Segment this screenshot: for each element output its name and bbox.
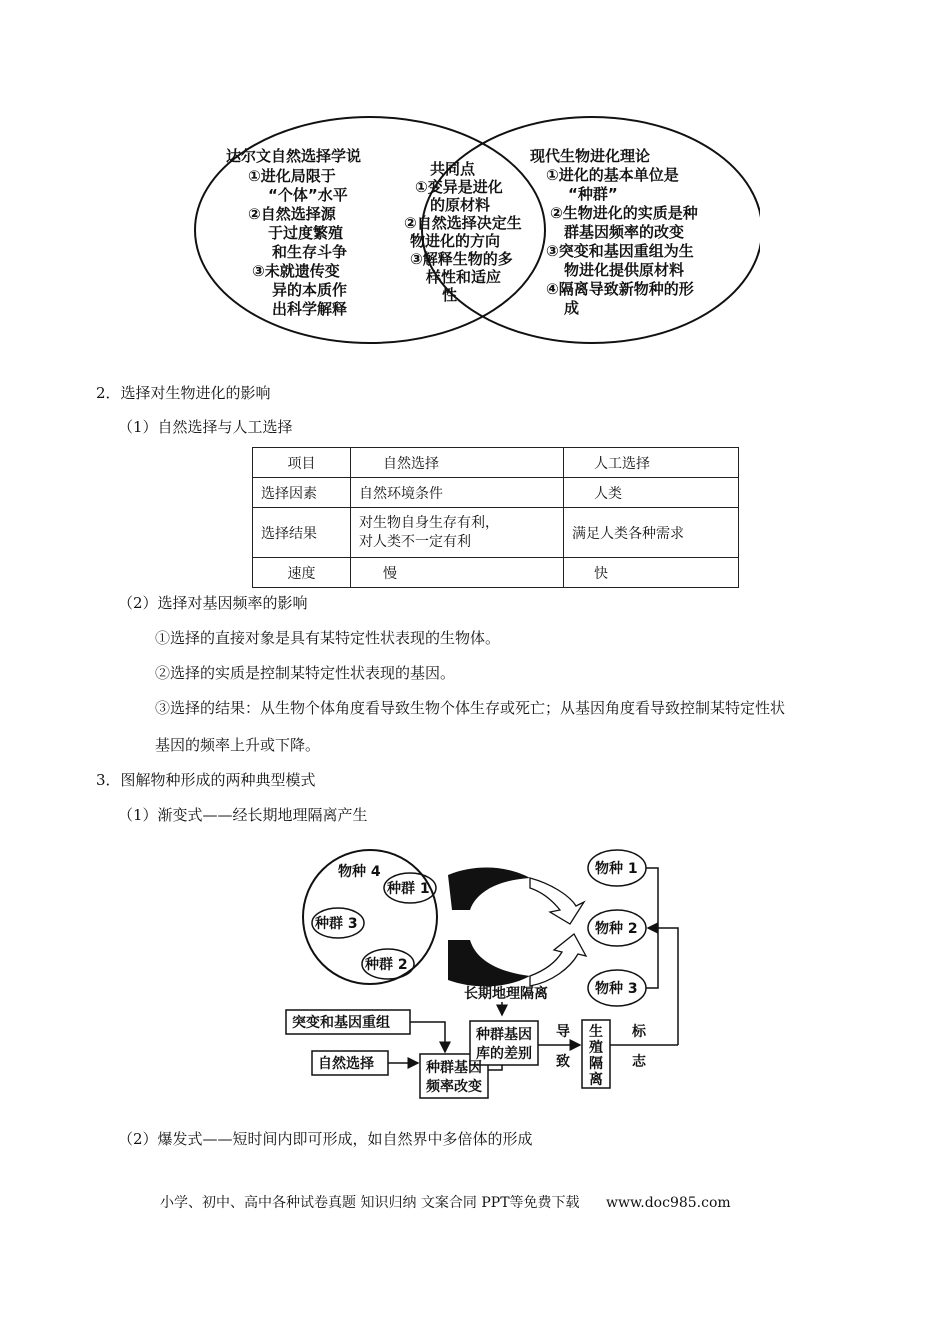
table-row <box>253 508 739 558</box>
table-cell <box>351 508 564 558</box>
subsection-heading: （2）爆发式——短时间内即可形成，如自然界中多倍体的形成 <box>118 1130 533 1148</box>
venn-right-line: ①进化的基本单位是 <box>546 166 679 184</box>
table-cell: 快 <box>564 558 739 588</box>
section-heading: 2．选择对生物进化的影响 <box>96 384 271 402</box>
subsection-heading: （2）选择对基因频率的影响 <box>118 594 308 612</box>
pool-label: 库的差别 <box>476 1046 532 1062</box>
venn-center-line: 性 <box>442 286 458 304</box>
venn-right-title: 现代生物进化理论 <box>530 147 651 165</box>
subsection-heading: （1）渐变式——经长期地理隔离产生 <box>118 806 368 824</box>
repro-label: 殖 <box>589 1040 603 1056</box>
point-item: ③选择的结果：从生物个体角度看导致生物个体生存或死亡；从基因角度看导致控制某特定性状 <box>155 699 786 717</box>
table-cell: 自然选择 <box>351 448 564 478</box>
subsection-heading: （1）自然选择与人工选择 <box>118 418 293 436</box>
repro-label: 生 <box>589 1024 603 1040</box>
table-cell: 选择因素 <box>253 478 351 508</box>
footer-text: 小学、初中、高中各种试卷真题 知识归纳 文案合同 PPT等免费下载 <box>160 1195 580 1211</box>
venn-left-line: 和生存斗争 <box>272 243 348 261</box>
venn-center-line: ③解释生物的多 <box>410 250 513 268</box>
table-cell-line: 对生物自身生存有利， <box>359 514 499 531</box>
venn-center-line: 样性和适应 <box>426 268 502 286</box>
point-item-cont: 基因的频率上升或下降。 <box>155 736 321 754</box>
section-heading: 3．图解物种形成的两种典型模式 <box>96 771 316 789</box>
freq-label: 频率改变 <box>426 1079 482 1095</box>
table-cell: 慢 <box>351 558 564 588</box>
venn-left-line: 异的本质作 <box>272 281 348 299</box>
sp1-label: 物种 1 <box>595 861 638 877</box>
venn-right-line: ③突变和基因重组为生 <box>546 242 694 260</box>
speciation-diagram <box>280 840 690 1110</box>
sp3-label: 物种 3 <box>595 981 638 997</box>
table-cell: 选择结果 <box>253 508 351 558</box>
venn-right-line: ④隔离导致新物种的形 <box>546 280 694 298</box>
pop1-label: 种群 1 <box>387 881 430 897</box>
footer <box>160 1192 731 1212</box>
venn-center-title: 共同点 <box>430 160 476 178</box>
table-row <box>253 558 739 588</box>
geo-isolation-label: 长期地理隔离 <box>464 986 548 1002</box>
venn-right-line: “种群” <box>568 185 618 203</box>
arrow-to-species2 <box>648 928 678 1045</box>
mark-label: 志 <box>632 1054 646 1070</box>
repro-label: 离 <box>589 1072 603 1088</box>
selection-label: 自然选择 <box>318 1056 374 1072</box>
venn-center-line: 物进化的方向 <box>410 232 501 250</box>
venn-left-line: ②自然选择源 <box>248 205 336 223</box>
table-cell: 人工选择 <box>564 448 739 478</box>
repro-label: 隔 <box>589 1056 603 1072</box>
venn-left-line: “个体”水平 <box>268 186 348 204</box>
venn-left-line: ①进化局限于 <box>248 167 336 185</box>
venn-right-line: 成 <box>564 299 580 317</box>
venn-diagram <box>190 110 760 360</box>
table-cell: 项目 <box>253 448 351 478</box>
venn-center-line: 的原材料 <box>430 196 491 214</box>
freq-label: 种群基因 <box>426 1060 482 1076</box>
mark-label: 标 <box>632 1024 646 1040</box>
venn-right-line: 物进化提供原材料 <box>564 261 685 279</box>
venn-left-line: 出科学解释 <box>272 300 348 318</box>
venn-left-line: 于过度繁殖 <box>268 224 344 242</box>
table-cell-line: 对人类不一定有利 <box>359 533 471 550</box>
venn-left-title: 达尔文自然选择学说 <box>226 147 362 165</box>
venn-left-line: ③未就遗传变 <box>252 262 340 280</box>
venn-right-line: 群基因频率的改变 <box>564 223 685 241</box>
mutation-label: 突变和基因重组 <box>292 1015 390 1031</box>
point-item: ②选择的实质是控制某特定性状表现的基因。 <box>155 664 456 682</box>
crescent-top <box>448 868 530 910</box>
venn-center-line: ②自然选择决定生 <box>404 214 522 232</box>
species4-label: 物种 4 <box>338 864 381 880</box>
footer-url[interactable]: www.doc985.com <box>605 1195 731 1211</box>
table-cell: 满足人类各种需求 <box>564 508 739 558</box>
point-item: ①选择的直接对象是具有某特定性状表现的生物体。 <box>155 629 501 647</box>
pool-label: 种群基因 <box>476 1027 532 1043</box>
lead-label: 致 <box>556 1054 570 1070</box>
lead-label: 导 <box>556 1024 570 1040</box>
sp2-label: 物种 2 <box>595 921 638 937</box>
table-cell: 速度 <box>253 558 351 588</box>
table-cell: 人类 <box>564 478 739 508</box>
crescent-bottom <box>448 940 530 986</box>
mutation-arrow <box>410 1022 445 1052</box>
arrow-outline-bottom <box>530 934 586 986</box>
venn-center-line: ①变异是进化 <box>415 178 503 196</box>
table-row <box>253 448 739 478</box>
venn-right-line: ②生物进化的实质是种 <box>550 204 698 222</box>
table-cell: 自然环境条件 <box>351 478 564 508</box>
table-row <box>253 478 739 508</box>
arrow-outline-top <box>530 878 584 924</box>
comparison-table <box>252 447 739 588</box>
pop2-label: 种群 2 <box>365 957 408 973</box>
pop3-label: 种群 3 <box>315 916 358 932</box>
